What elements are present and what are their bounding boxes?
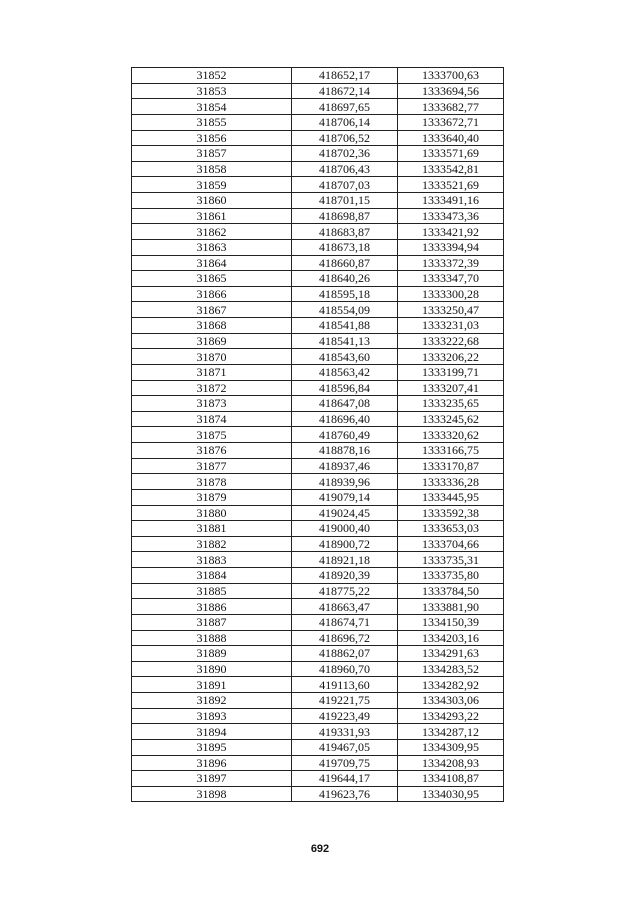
y-coordinate-cell: 1333394,94 <box>398 239 504 255</box>
table-row <box>132 411 504 427</box>
x-coordinate-cell: 418554,09 <box>292 302 398 318</box>
x-coordinate-cell: 418939,96 <box>292 474 398 490</box>
point-number-cell: 31872 <box>132 380 292 396</box>
table-row <box>132 458 504 474</box>
point-number-cell: 31875 <box>132 427 292 443</box>
y-coordinate-cell: 1334293,22 <box>398 708 504 724</box>
y-coordinate-cell: 1334303,06 <box>398 693 504 709</box>
y-coordinate-cell: 1333881,90 <box>398 599 504 615</box>
y-coordinate-cell: 1333653,03 <box>398 521 504 537</box>
y-coordinate-cell: 1333672,71 <box>398 114 504 130</box>
point-number-cell: 31867 <box>132 302 292 318</box>
x-coordinate-cell: 418702,36 <box>292 146 398 162</box>
table-row <box>132 739 504 755</box>
point-number-cell: 31862 <box>132 224 292 240</box>
table-row <box>132 302 504 318</box>
point-number-cell: 31892 <box>132 693 292 709</box>
point-number-cell: 31869 <box>132 333 292 349</box>
x-coordinate-cell: 418596,84 <box>292 380 398 396</box>
point-number-cell: 31878 <box>132 474 292 490</box>
table-row <box>132 427 504 443</box>
y-coordinate-cell: 1333682,77 <box>398 99 504 115</box>
x-coordinate-cell: 418921,18 <box>292 552 398 568</box>
table-row <box>132 99 504 115</box>
point-number-cell: 31893 <box>132 708 292 724</box>
x-coordinate-cell: 418595,18 <box>292 286 398 302</box>
y-coordinate-cell: 1334203,16 <box>398 630 504 646</box>
x-coordinate-cell: 418541,88 <box>292 318 398 334</box>
point-number-cell: 31860 <box>132 193 292 209</box>
point-number-cell: 31897 <box>132 771 292 787</box>
x-coordinate-cell: 419079,14 <box>292 489 398 505</box>
table-row <box>132 380 504 396</box>
y-coordinate-cell: 1333320,62 <box>398 427 504 443</box>
y-coordinate-cell: 1333735,80 <box>398 568 504 584</box>
x-coordinate-cell: 418696,72 <box>292 630 398 646</box>
y-coordinate-cell: 1333735,31 <box>398 552 504 568</box>
point-number-cell: 31868 <box>132 318 292 334</box>
x-coordinate-cell: 419644,17 <box>292 771 398 787</box>
table-row <box>132 630 504 646</box>
x-coordinate-cell: 419024,45 <box>292 505 398 521</box>
point-number-cell: 31895 <box>132 739 292 755</box>
table-row <box>132 396 504 412</box>
table-row <box>132 364 504 380</box>
x-coordinate-cell: 418697,65 <box>292 99 398 115</box>
y-coordinate-cell: 1333231,03 <box>398 318 504 334</box>
y-coordinate-cell: 1333206,22 <box>398 349 504 365</box>
x-coordinate-cell: 419709,75 <box>292 755 398 771</box>
y-coordinate-cell: 1334282,92 <box>398 677 504 693</box>
table-row <box>132 286 504 302</box>
x-coordinate-cell: 419467,05 <box>292 739 398 755</box>
point-number-cell: 31863 <box>132 239 292 255</box>
y-coordinate-cell: 1333704,66 <box>398 536 504 552</box>
y-coordinate-cell: 1333336,28 <box>398 474 504 490</box>
table-row <box>132 318 504 334</box>
x-coordinate-cell: 419113,60 <box>292 677 398 693</box>
y-coordinate-cell: 1333592,38 <box>398 505 504 521</box>
x-coordinate-cell: 418775,22 <box>292 583 398 599</box>
table-row <box>132 568 504 584</box>
y-coordinate-cell: 1334108,87 <box>398 771 504 787</box>
x-coordinate-cell: 418706,52 <box>292 130 398 146</box>
x-coordinate-cell: 418960,70 <box>292 661 398 677</box>
point-number-cell: 31853 <box>132 83 292 99</box>
point-number-cell: 31880 <box>132 505 292 521</box>
table-row <box>132 661 504 677</box>
y-coordinate-cell: 1333166,75 <box>398 443 504 459</box>
table-row <box>132 271 504 287</box>
x-coordinate-cell: 418707,03 <box>292 177 398 193</box>
point-number-cell: 31886 <box>132 599 292 615</box>
point-number-cell: 31874 <box>132 411 292 427</box>
y-coordinate-cell: 1333300,28 <box>398 286 504 302</box>
y-coordinate-cell: 1333542,81 <box>398 161 504 177</box>
point-number-cell: 31877 <box>132 458 292 474</box>
y-coordinate-cell: 1333521,69 <box>398 177 504 193</box>
x-coordinate-cell: 418663,47 <box>292 599 398 615</box>
point-number-cell: 31870 <box>132 349 292 365</box>
point-number-cell: 31889 <box>132 646 292 662</box>
y-coordinate-cell: 1334309,95 <box>398 739 504 755</box>
x-coordinate-cell: 418698,87 <box>292 208 398 224</box>
table-row <box>132 583 504 599</box>
x-coordinate-cell: 418760,49 <box>292 427 398 443</box>
point-number-cell: 31884 <box>132 568 292 584</box>
x-coordinate-cell: 418706,14 <box>292 114 398 130</box>
y-coordinate-cell: 1333245,62 <box>398 411 504 427</box>
table-row <box>132 333 504 349</box>
table-row <box>132 239 504 255</box>
point-number-cell: 31865 <box>132 271 292 287</box>
table-row <box>132 614 504 630</box>
point-number-cell: 31890 <box>132 661 292 677</box>
point-number-cell: 31891 <box>132 677 292 693</box>
y-coordinate-cell: 1334208,93 <box>398 755 504 771</box>
y-coordinate-cell: 1333372,39 <box>398 255 504 271</box>
y-coordinate-cell: 1333700,63 <box>398 68 504 84</box>
table-row <box>132 177 504 193</box>
x-coordinate-cell: 418660,87 <box>292 255 398 271</box>
x-coordinate-cell: 419000,40 <box>292 521 398 537</box>
point-number-cell: 31876 <box>132 443 292 459</box>
x-coordinate-cell: 418683,87 <box>292 224 398 240</box>
table-row <box>132 755 504 771</box>
y-coordinate-cell: 1333199,71 <box>398 364 504 380</box>
point-number-cell: 31864 <box>132 255 292 271</box>
table-row <box>132 474 504 490</box>
x-coordinate-cell: 419623,76 <box>292 786 398 802</box>
point-number-cell: 31882 <box>132 536 292 552</box>
point-number-cell: 31896 <box>132 755 292 771</box>
y-coordinate-cell: 1333207,41 <box>398 380 504 396</box>
point-number-cell: 31855 <box>132 114 292 130</box>
y-coordinate-cell: 1333347,70 <box>398 271 504 287</box>
y-coordinate-cell: 1334030,95 <box>398 786 504 802</box>
x-coordinate-cell: 418672,14 <box>292 83 398 99</box>
table-row <box>132 786 504 802</box>
point-number-cell: 31866 <box>132 286 292 302</box>
y-coordinate-cell: 1334291,63 <box>398 646 504 662</box>
table-row <box>132 552 504 568</box>
x-coordinate-cell: 418920,39 <box>292 568 398 584</box>
y-coordinate-cell: 1333222,68 <box>398 333 504 349</box>
point-number-cell: 31857 <box>132 146 292 162</box>
x-coordinate-cell: 418541,13 <box>292 333 398 349</box>
x-coordinate-cell: 418696,40 <box>292 411 398 427</box>
x-coordinate-cell: 419223,49 <box>292 708 398 724</box>
y-coordinate-cell: 1333784,50 <box>398 583 504 599</box>
table-row <box>132 208 504 224</box>
coordinates-table <box>131 67 504 802</box>
y-coordinate-cell: 1334287,12 <box>398 724 504 740</box>
x-coordinate-cell: 419331,93 <box>292 724 398 740</box>
y-coordinate-cell: 1333640,40 <box>398 130 504 146</box>
table-row <box>132 193 504 209</box>
y-coordinate-cell: 1333571,69 <box>398 146 504 162</box>
table-row <box>132 443 504 459</box>
x-coordinate-cell: 418543,60 <box>292 349 398 365</box>
x-coordinate-cell: 419221,75 <box>292 693 398 709</box>
x-coordinate-cell: 418563,42 <box>292 364 398 380</box>
point-number-cell: 31885 <box>132 583 292 599</box>
table-row <box>132 130 504 146</box>
table-row <box>132 693 504 709</box>
y-coordinate-cell: 1333445,95 <box>398 489 504 505</box>
point-number-cell: 31858 <box>132 161 292 177</box>
y-coordinate-cell: 1333421,92 <box>398 224 504 240</box>
point-number-cell: 31854 <box>132 99 292 115</box>
point-number-cell: 31898 <box>132 786 292 802</box>
point-number-cell: 31871 <box>132 364 292 380</box>
y-coordinate-cell: 1333491,16 <box>398 193 504 209</box>
table-row <box>132 83 504 99</box>
x-coordinate-cell: 418674,71 <box>292 614 398 630</box>
point-number-cell: 31883 <box>132 552 292 568</box>
x-coordinate-cell: 418673,18 <box>292 239 398 255</box>
coordinates-table-body <box>132 68 504 802</box>
table-row <box>132 161 504 177</box>
point-number-cell: 31879 <box>132 489 292 505</box>
y-coordinate-cell: 1333694,56 <box>398 83 504 99</box>
page-number: 692 <box>310 843 330 855</box>
table-row <box>132 521 504 537</box>
x-coordinate-cell: 418900,72 <box>292 536 398 552</box>
y-coordinate-cell: 1333170,87 <box>398 458 504 474</box>
point-number-cell: 31873 <box>132 396 292 412</box>
point-number-cell: 31856 <box>132 130 292 146</box>
y-coordinate-cell: 1333235,65 <box>398 396 504 412</box>
table-row <box>132 724 504 740</box>
table-row <box>132 114 504 130</box>
table-row <box>132 505 504 521</box>
x-coordinate-cell: 418706,43 <box>292 161 398 177</box>
table-row <box>132 536 504 552</box>
x-coordinate-cell: 418652,17 <box>292 68 398 84</box>
y-coordinate-cell: 1333473,36 <box>398 208 504 224</box>
x-coordinate-cell: 418701,15 <box>292 193 398 209</box>
x-coordinate-cell: 418640,26 <box>292 271 398 287</box>
point-number-cell: 31881 <box>132 521 292 537</box>
y-coordinate-cell: 1334150,39 <box>398 614 504 630</box>
point-number-cell: 31861 <box>132 208 292 224</box>
point-number-cell: 31887 <box>132 614 292 630</box>
point-number-cell: 31888 <box>132 630 292 646</box>
table-row <box>132 646 504 662</box>
table-row <box>132 677 504 693</box>
table-row <box>132 68 504 84</box>
y-coordinate-cell: 1333250,47 <box>398 302 504 318</box>
point-number-cell: 31852 <box>132 68 292 84</box>
point-number-cell: 31894 <box>132 724 292 740</box>
table-row <box>132 599 504 615</box>
table-row <box>132 771 504 787</box>
point-number-cell: 31859 <box>132 177 292 193</box>
x-coordinate-cell: 418647,08 <box>292 396 398 412</box>
x-coordinate-cell: 418862,07 <box>292 646 398 662</box>
y-coordinate-cell: 1334283,52 <box>398 661 504 677</box>
table-row <box>132 489 504 505</box>
table-row <box>132 146 504 162</box>
x-coordinate-cell: 418937,46 <box>292 458 398 474</box>
table-row <box>132 708 504 724</box>
table-row <box>132 255 504 271</box>
table-row <box>132 224 504 240</box>
x-coordinate-cell: 418878,16 <box>292 443 398 459</box>
table-row <box>132 349 504 365</box>
